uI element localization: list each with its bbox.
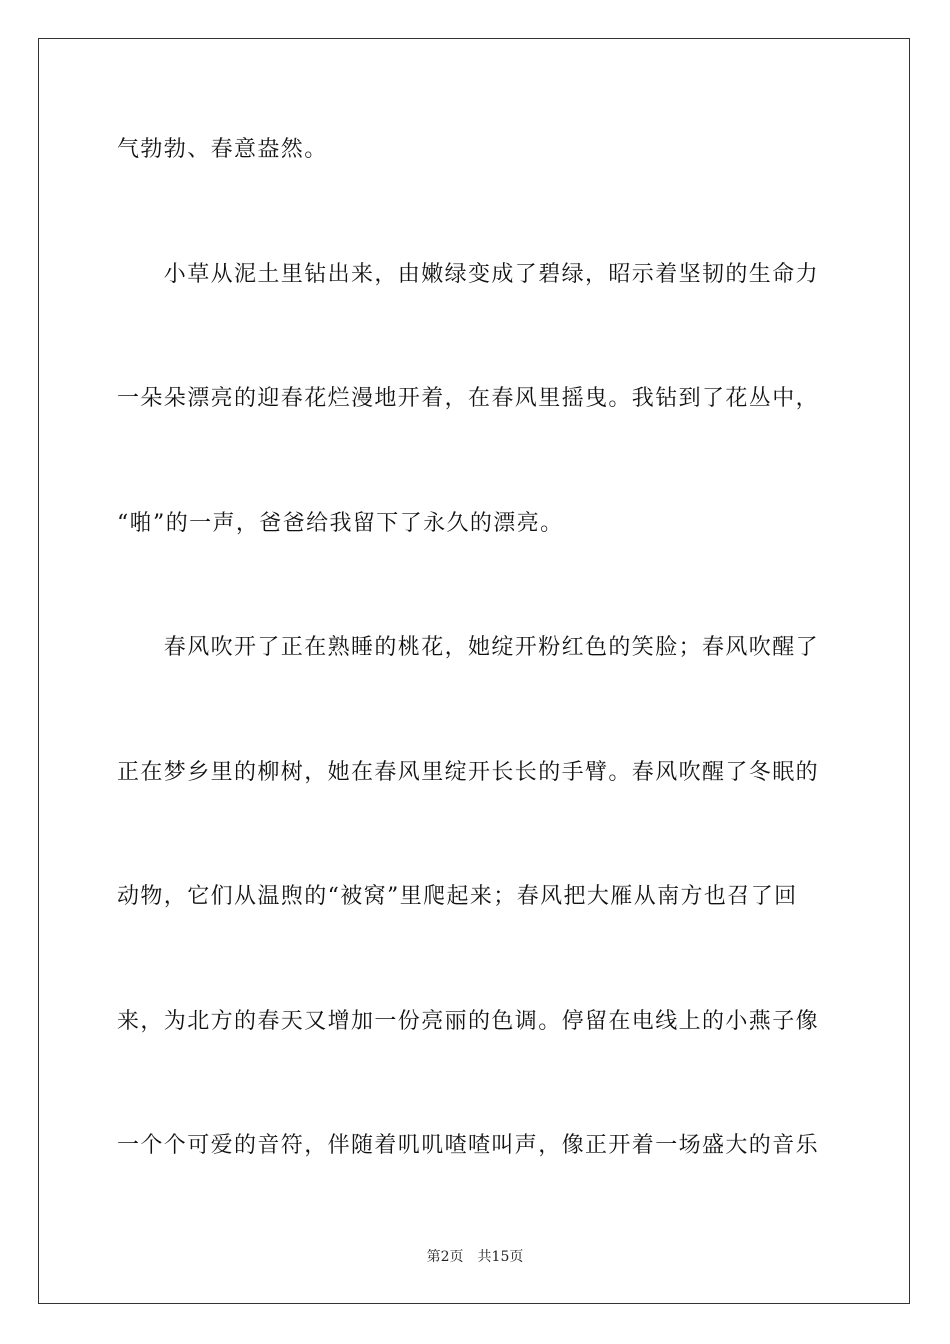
body-line-2: 小草从泥土里钻出来，由嫩绿变成了碧绿，昭示着坚韧的生命力	[117, 262, 820, 287]
body-line-8: 来，为北方的春天又增加一份亮丽的色调。停留在电线上的小燕子像	[117, 1009, 820, 1034]
body-line-6: 正在梦乡里的柳树，她在春风里绽开长长的手臂。春风吹醒了冬眠的	[117, 760, 820, 785]
body-line-9: 一个个可爱的音符，伴随着叽叽喳喳叫声，像正开着一场盛大的音乐	[117, 1133, 820, 1158]
body-line-4: “啪”的一声，爸爸给我留下了永久的漂亮。	[117, 511, 564, 536]
page-number: 第2页	[426, 1249, 464, 1265]
body-line-3: 一朵朵漂亮的迎春花烂漫地开着，在春风里摇曳。我钻到了花丛中，	[117, 386, 820, 411]
body-line-5: 春风吹开了正在熟睡的桃花，她绽开粉红色的笑脸；春风吹醒了	[117, 635, 820, 660]
body-line-7: 动物，它们从温煦的“被窝”里爬起来；春风把大雁从南方也召了回	[117, 884, 798, 909]
page-footer	[0, 1248, 950, 1266]
total-pages: 共15页	[477, 1249, 524, 1265]
body-line-1: 气勃勃、春意盎然。	[117, 137, 328, 162]
page-border	[38, 38, 910, 1304]
